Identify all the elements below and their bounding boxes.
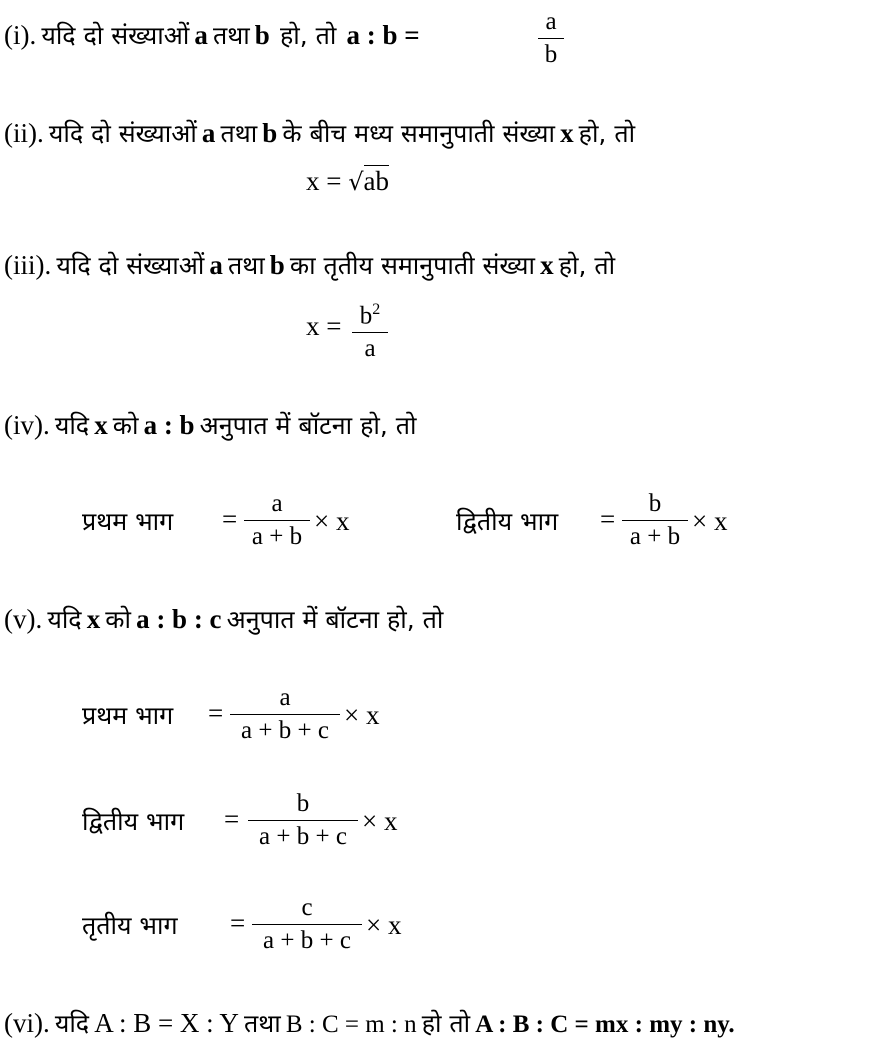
numerator-exponent: 2 (372, 301, 381, 318)
second-part-label: द्वितीय भाग (82, 807, 185, 836)
times-x: × x (314, 506, 350, 536)
fraction-denominator: a + b + c (259, 823, 347, 850)
ratio-expression-2: B : C = m : n (285, 1011, 417, 1038)
fraction-bar (622, 520, 688, 521)
word-tatha: तथा (244, 1009, 281, 1038)
rule-3-label: (iii). (4, 250, 52, 280)
equals-sign: = (600, 504, 616, 534)
rule-4-text-end: अनुपात में बॉटना हो, तो (199, 411, 417, 440)
times-x: × x (692, 506, 728, 536)
second-part-fraction (248, 790, 358, 851)
var-b: b (254, 20, 270, 50)
rule-1-text: यदि दो संख्याओं (41, 21, 190, 50)
word-ko: को (112, 411, 139, 440)
fraction-bar (352, 332, 388, 333)
equals-sign: = (230, 908, 246, 938)
ratio-expression-1: A : B = X : Y (94, 1008, 239, 1038)
equals-sign: = (222, 504, 238, 534)
rule-1-label: (i). (4, 20, 37, 50)
var-x: x (86, 604, 101, 634)
fraction-numerator: a (279, 684, 291, 711)
sqrt-icon: √ (348, 168, 364, 196)
rule-5 (4, 602, 443, 640)
equals-sign: = (208, 698, 224, 728)
rule-1 (4, 18, 420, 56)
third-part-label: तृतीय भाग (82, 911, 178, 940)
fraction-numerator: a (271, 490, 283, 517)
fraction-numerator: c (301, 894, 313, 921)
fraction-denominator: a + b (251, 523, 303, 550)
fraction-denominator: a (364, 335, 376, 363)
var-b: b (262, 118, 278, 148)
rule-6-label: (vi). (4, 1008, 50, 1038)
rule-3-formula-lhs: x = (306, 311, 342, 341)
var-a: a (201, 118, 216, 148)
var-x: x (94, 410, 108, 440)
fraction-bar (252, 924, 362, 925)
rule-3-fraction (352, 296, 388, 363)
rule-2-formula (306, 166, 389, 197)
fraction-denominator: b (544, 41, 558, 68)
rule-3 (4, 248, 615, 286)
word-ko: को (105, 605, 131, 634)
rule-2-text: यदि दो संख्याओं (48, 119, 197, 148)
fraction-bar (230, 714, 340, 715)
ratio: a : b (143, 410, 195, 440)
fraction-numerator: b (296, 790, 310, 817)
ratio: a : b : c (136, 604, 222, 634)
var-a: a (194, 20, 208, 50)
rule-6-text: यदि (54, 1009, 90, 1038)
first-part-label: प्रथम भाग (82, 507, 174, 536)
rule-3-text-mid: का तृतीय समानुपाती संख्या (289, 251, 535, 280)
rule-3-text-end: हो, तो (558, 251, 616, 280)
rule-4-label: (iv). (4, 410, 50, 440)
rule-2 (4, 116, 635, 154)
var-x: x (540, 250, 554, 280)
times-x: × x (362, 806, 398, 836)
var-x: x (560, 118, 574, 148)
formula-lhs: x = (306, 166, 342, 196)
rule-6-text-end: हो तो (421, 1009, 471, 1038)
rule-1-text-end: हो, तो (279, 21, 337, 50)
fraction-numerator (352, 296, 388, 330)
times-x: × x (366, 910, 402, 940)
fraction-denominator: a + b (629, 523, 681, 550)
fraction-denominator: a + b + c (241, 717, 329, 744)
fraction-numerator: b (648, 490, 662, 517)
fraction-bar (248, 820, 358, 821)
radicand: ab (363, 166, 390, 196)
rule-1-expr: a : b = (346, 20, 420, 50)
equals-sign: = (224, 804, 240, 834)
first-part-fraction (230, 684, 340, 745)
rule-2-text-mid: के बीच मध्य समानुपाती संख्या (282, 119, 555, 148)
first-part-fraction (244, 490, 310, 551)
var-b: b (269, 250, 285, 280)
rule-2-label: (ii). (4, 118, 44, 148)
times-x: × x (344, 700, 380, 730)
ratio-result: A : B : C = mx : my : ny. (475, 1011, 735, 1038)
numerator-base: b (359, 302, 373, 330)
word-tatha: तथा (212, 21, 250, 50)
fraction-bar (538, 38, 564, 39)
fraction-bar (244, 520, 310, 521)
word-tatha: तथा (227, 251, 265, 280)
rule-5-text: यदि (47, 605, 82, 634)
rule-4-text: यदि (54, 411, 90, 440)
third-part-fraction (252, 894, 362, 955)
rule-1-fraction (538, 8, 564, 69)
rule-5-label: (v). (4, 604, 43, 634)
word-tatha: तथा (220, 119, 258, 148)
second-part-label: द्वितीय भाग (456, 507, 559, 536)
rule-5-text-end: अनुपात में बॉटना हो, तो (226, 605, 444, 634)
second-part-fraction (622, 490, 688, 551)
rule-2-text-end: हो, तो (578, 119, 636, 148)
rule-4 (4, 408, 416, 446)
rule-6 (4, 1006, 735, 1044)
fraction-numerator: a (545, 8, 557, 35)
var-a: a (209, 250, 223, 280)
fraction-denominator: a + b + c (263, 927, 351, 954)
first-part-label: प्रथम भाग (82, 701, 174, 730)
rule-3-text: यदि दो संख्याओं (56, 251, 205, 280)
